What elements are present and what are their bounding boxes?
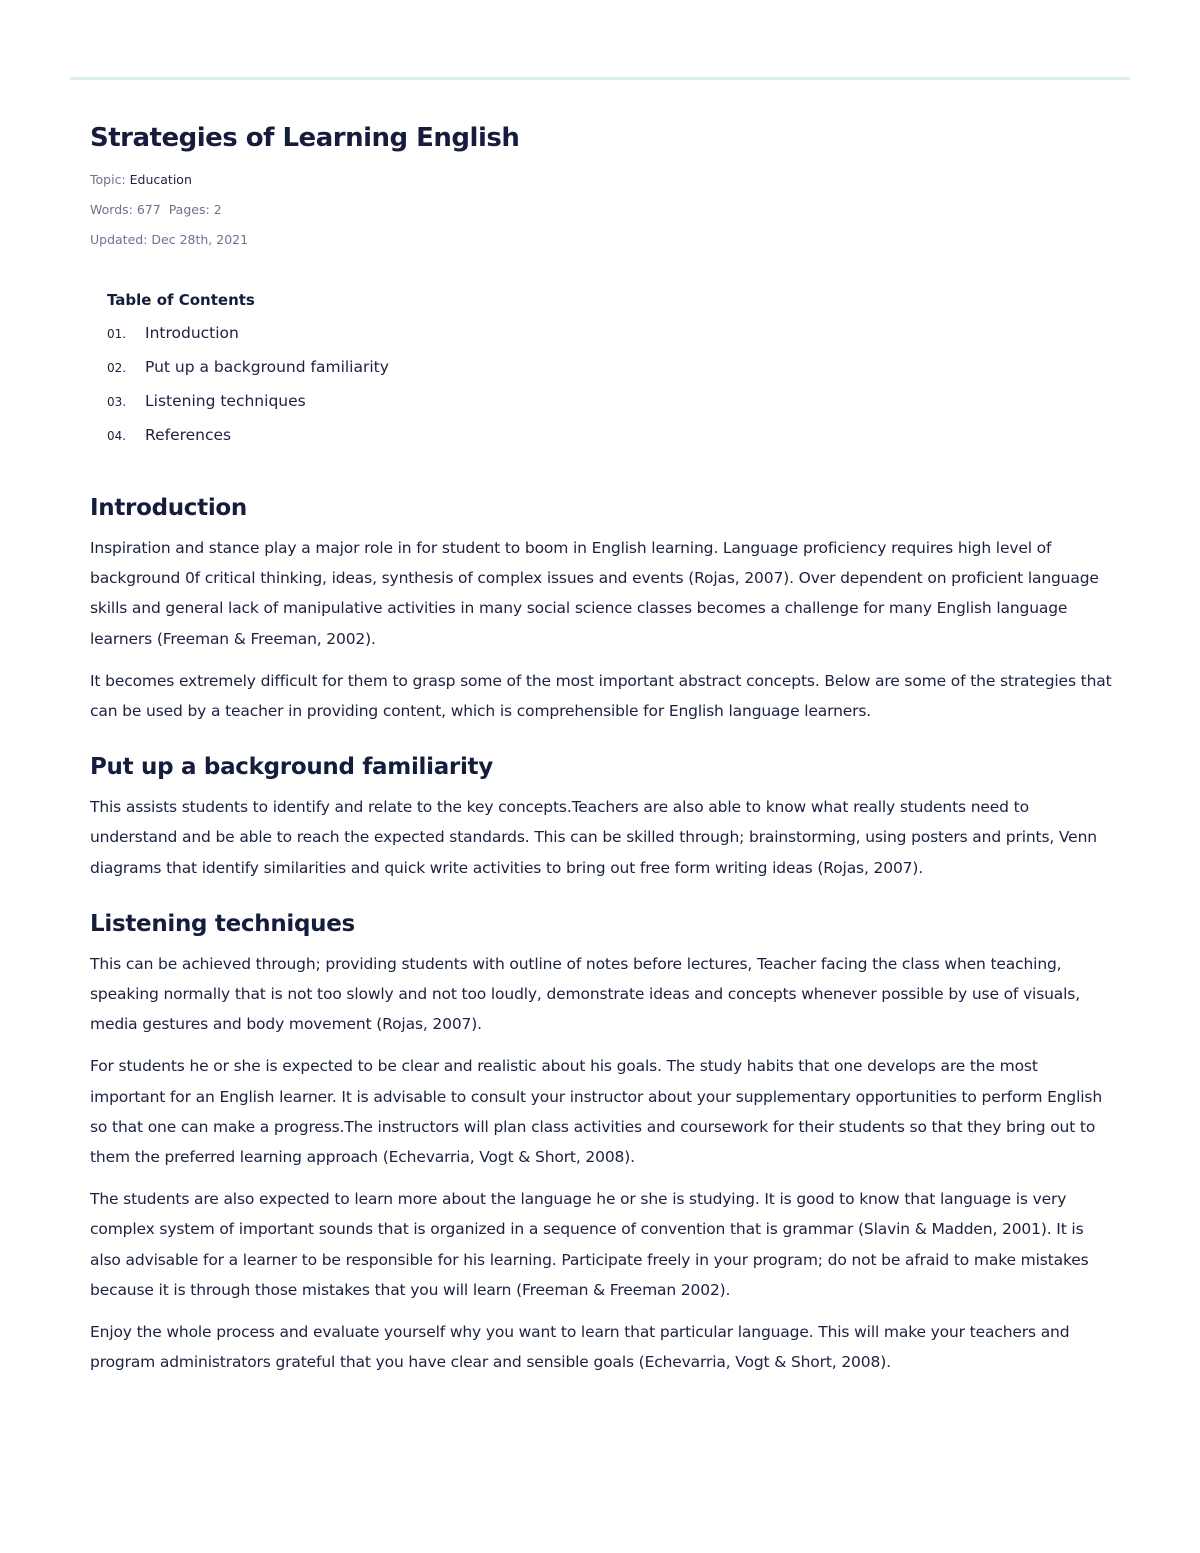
toc-link-listening[interactable]: Listening techniques xyxy=(145,392,306,410)
updated-label: Updated: xyxy=(90,232,148,247)
toc-item-references[interactable] xyxy=(107,426,1114,460)
pages-label: Pages: xyxy=(168,202,210,217)
toc-link-introduction[interactable]: Introduction xyxy=(145,324,239,342)
toc-number: 01. xyxy=(107,327,127,341)
toc-list xyxy=(107,324,1114,460)
section-heading: Put up a background familiarity xyxy=(90,754,493,781)
table-of-contents xyxy=(107,290,1114,460)
words-value: 677 xyxy=(136,202,161,217)
section-heading: Introduction xyxy=(90,495,247,521)
paragraph: Inspiration and stance play a major role in for student to boom in English learning. Language proficiency requires high level of background 0f critical thinking, ideas, synthesis of complex issues and events (Rojas, 2007). Over dependent on proficient language skills and general lack of manipulative activities in many social science classes becomes a challenge for many English language learners (Freeman & Freeman, 2002). xyxy=(90,539,1099,648)
paragraph: The students are also expected to learn more about the language he or she is studying. It is good to know that language is very complex system of important sounds that is organized in a sequence of convention that is grammar (Slavin & Madden, 2001). It is also advisable for a learner to be responsible for his learning. Participate freely in your program; do not be afraid to make mistakes because it is through those mistakes that you will learn (Freeman & Freeman 2002). xyxy=(90,1190,1089,1299)
document-title: Strategies of Learning English xyxy=(90,123,520,153)
paragraph: Enjoy the whole process and evaluate yourself why you want to learn that particular language. This will make your teachers and program administrators grateful that you have clear and sensible goals (Echevarria, Vogt & Short, 2008). xyxy=(90,1323,1070,1372)
toc-link-references[interactable]: References xyxy=(145,426,232,444)
toc-number: 04. xyxy=(107,429,127,443)
section-listening-techniques xyxy=(90,907,1114,1378)
document-page xyxy=(90,118,1114,1377)
topic-value[interactable]: Education xyxy=(129,172,192,187)
paragraph: This assists students to identify and relate to the key concepts.Teachers are also able to know what really students need to understand and be able to reach the expected standards. This can be skilled through; brainstorming, using posters and prints, Venn diagrams that identify similarities and quick write activities to bring out free form writing ideas (Rojas, 2007). xyxy=(90,798,1097,877)
section-heading: Listening techniques xyxy=(90,910,355,937)
toc-title: Table of Contents xyxy=(107,291,255,309)
meta-words-pages xyxy=(90,202,1114,218)
toc-item-introduction[interactable] xyxy=(107,324,1114,358)
paragraph: This can be achieved through; providing students with outline of notes before lectures, Teacher facing the class when teaching, speaking normally that is not too slowly and not too loudly, demonstrate ideas and concepts whenever possible by use of visuals, media gestures and body movement (Rojas, 2007). xyxy=(90,954,1081,1034)
section-background-familiarity xyxy=(90,750,1114,883)
toc-number: 02. xyxy=(107,361,127,375)
section-introduction xyxy=(90,491,1114,726)
top-divider xyxy=(70,77,1130,80)
paragraph: For students he or she is expected to be clear and realistic about his goals. The study habits that one develops are the most important for an English learner. It is advisable to consult your instructor about your supplementary opportunities to perform English so that one can make a progress.The instructors will plan class activities and coursework for their students so that they bring out to them the preferred learning approach (Echevarria, Vogt & Short, 2008). xyxy=(90,1057,1103,1167)
toc-link-background[interactable]: Put up a background familiarity xyxy=(145,358,389,376)
pages-value: 2 xyxy=(213,202,222,217)
updated-value: Dec 28th, 2021 xyxy=(151,232,249,247)
meta-topic xyxy=(90,172,1114,188)
toc-item-background[interactable] xyxy=(107,358,1114,392)
paragraph: It becomes extremely difficult for them to grasp some of the most important abstract concepts. Below are some of the strategies that can be used by a teacher in providing content, which is comprehensible for English language learners. xyxy=(90,671,1112,721)
meta-updated xyxy=(90,232,1114,248)
words-label: Words: xyxy=(90,202,133,217)
toc-number: 03. xyxy=(107,395,127,409)
topic-label: Topic: xyxy=(90,172,126,187)
toc-item-listening[interactable] xyxy=(107,392,1114,426)
